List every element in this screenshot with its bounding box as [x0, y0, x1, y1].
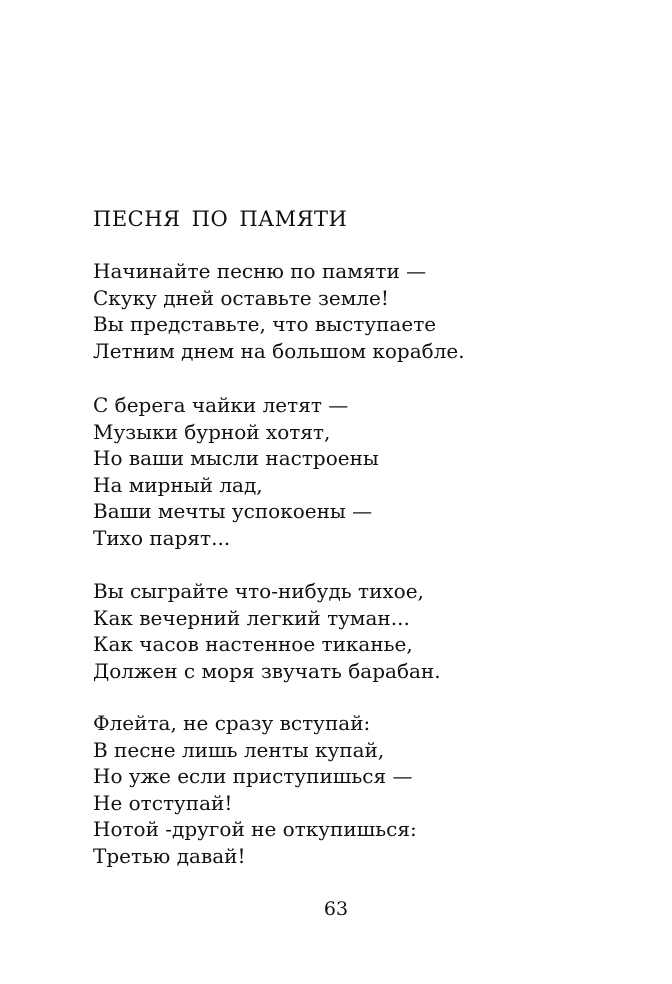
poem-line: Ваши мечты успокоены —	[93, 499, 373, 523]
stanza-2	[93, 392, 379, 551]
poem-line: Не отступай!	[93, 790, 233, 815]
poem-line: С берега чайки летят —	[93, 393, 349, 417]
poem-line: Как вечерний легкий туман...	[93, 605, 410, 630]
page-number: 63	[323, 898, 349, 920]
poem-line: Но ваши мысли настроены	[93, 446, 379, 470]
poem-line: Нотой -другой не откупишься:	[93, 817, 417, 841]
poem-line: Должен с моря звучать барабан.	[93, 658, 441, 683]
poem-line: Вы сыграйте что-нибудь тихое,	[93, 579, 424, 603]
poem-line: Скуку дней оставьте земле!	[93, 285, 389, 310]
poem-line: В песне лишь ленты купай,	[93, 737, 385, 762]
poem-line: Музыки бурной хотят,	[93, 419, 331, 444]
poem-line: Начинайте песню по памяти —	[93, 259, 427, 283]
poem-line: Вы представьте, что выступаете	[93, 312, 437, 336]
poem-line: Третью давай!	[93, 843, 246, 868]
poem-line: Но уже если приступишься —	[93, 764, 413, 788]
poem-title: ПЕСНЯ ПО ПАМЯТИ	[93, 207, 348, 231]
poem-line: На мирный лад,	[93, 472, 263, 497]
poem-line: Флейта, не сразу вступай:	[93, 711, 371, 735]
stanza-1	[93, 258, 465, 364]
poem-line: Тихо парят...	[93, 525, 231, 550]
poem-line: Летним днем на большом корабле.	[93, 338, 465, 363]
stanza-4	[93, 710, 417, 869]
poem-line: Как часов настенное тиканье,	[93, 632, 413, 656]
stanza-3	[93, 578, 441, 684]
